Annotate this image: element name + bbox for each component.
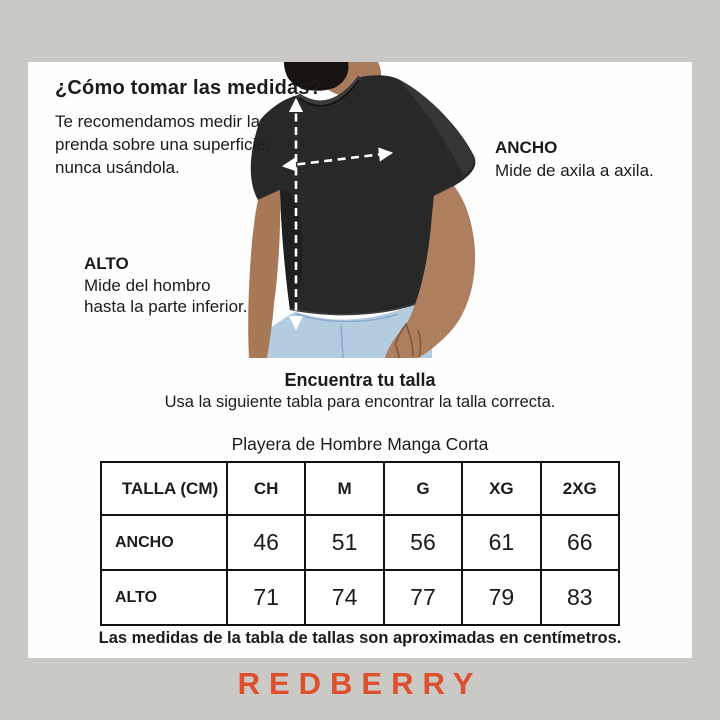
ancho-description: Mide de axila a axila. (495, 161, 654, 180)
measure-intro-line: prenda sobre una superficie, (55, 135, 271, 154)
size-value-cell: 71 (227, 570, 305, 625)
ancho-label-block (495, 136, 654, 182)
row-label-cell: ALTO (101, 570, 227, 625)
size-table-note: Las medidas de la tabla de tallas son aproximadas en centímetros. (98, 629, 622, 647)
size-value-cell: 61 (462, 515, 540, 570)
size-table-row-ancho (101, 515, 619, 570)
size-value-cell: 46 (227, 515, 305, 570)
measure-heading: ¿Cómo tomar las medidas? (55, 77, 323, 99)
size-value-cell: 79 (462, 570, 540, 625)
model-photo (238, 62, 490, 358)
size-value-cell: 51 (305, 515, 383, 570)
size-value-cell: 74 (305, 570, 383, 625)
find-size-subtitle: Usa la siguiente tabla para encontrar la talla correcta. (164, 393, 556, 411)
size-table-header-cell: G (384, 462, 462, 515)
size-table-header-cell: M (305, 462, 383, 515)
size-table-row-alto (101, 570, 619, 625)
size-table-header-cell: XG (462, 462, 540, 515)
alto-description-line: Mide del hombro (84, 275, 211, 295)
size-table-title: Playera de Hombre Manga Corta (231, 434, 489, 454)
size-table-header-cell: 2XG (541, 462, 619, 515)
brand-logo: REDBERRY (237, 666, 483, 701)
size-value-cell: 66 (541, 515, 619, 570)
size-value-cell: 83 (541, 570, 619, 625)
find-size-title: Encuentra tu talla (284, 370, 436, 390)
measure-intro-line: Te recomendamos medir la (55, 112, 261, 131)
alto-label-block (84, 253, 247, 318)
alto-label: ALTO (84, 254, 129, 273)
measure-intro-line: nunca usándola. (55, 158, 180, 177)
size-guide-card (28, 62, 692, 658)
ancho-label: ANCHO (495, 138, 558, 157)
size-table-header-cell: TALLA (CM) (101, 462, 227, 515)
size-table (100, 461, 620, 626)
size-value-cell: 77 (384, 570, 462, 625)
size-table-header-cell: CH (227, 462, 305, 515)
measure-intro (55, 110, 270, 179)
size-value-cell: 56 (384, 515, 462, 570)
size-table-header-row (101, 462, 619, 515)
row-label-cell: ANCHO (101, 515, 227, 570)
alto-description-line: hasta la parte inferior. (84, 297, 248, 316)
